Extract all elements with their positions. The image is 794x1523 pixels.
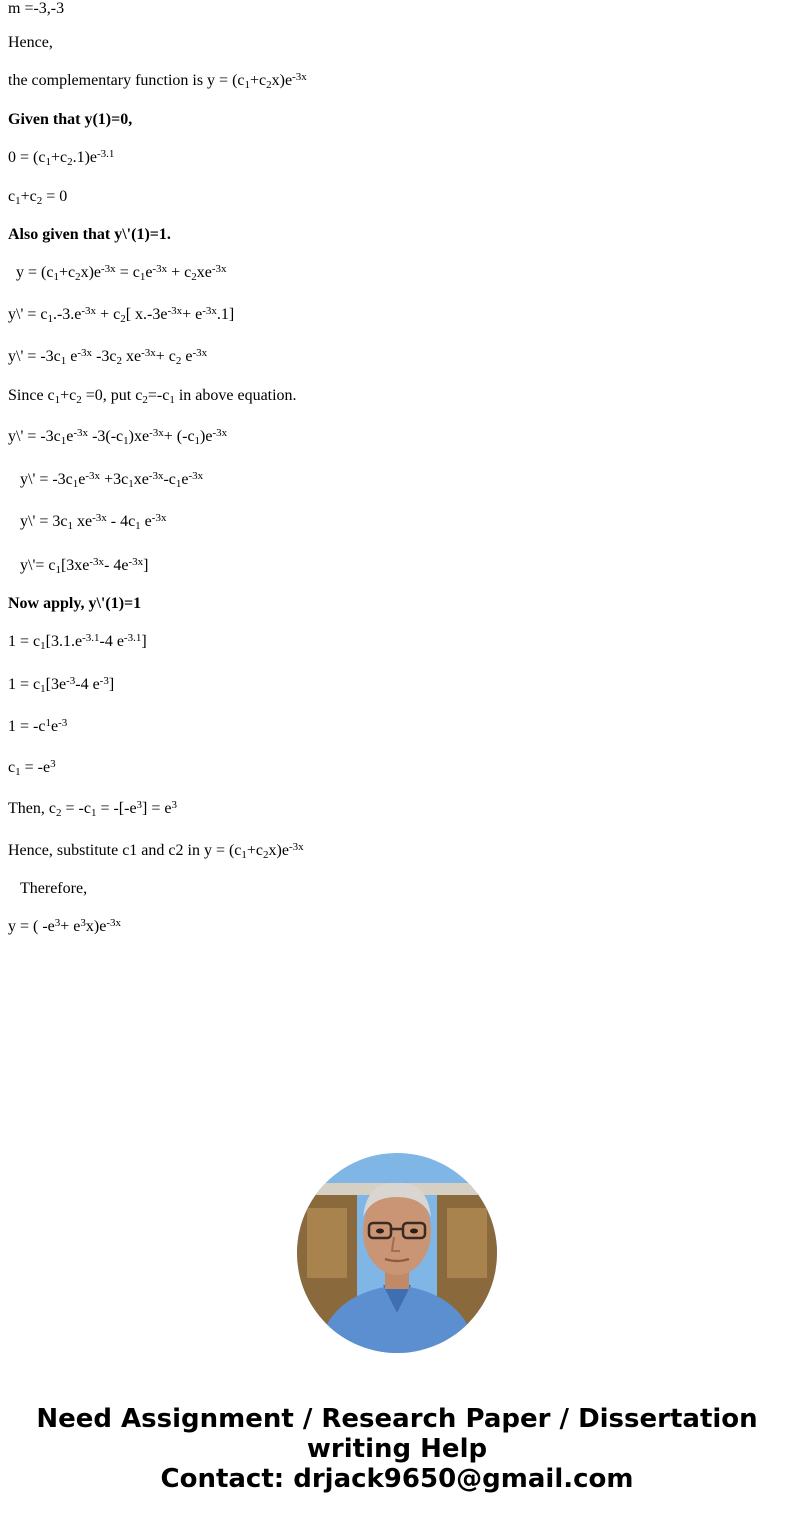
hence-line: Hence, [8, 34, 53, 51]
condition-heading-2: Also given that y\'(1)=1. [8, 226, 171, 243]
substitute-line: Hence, substitute c1 and c2 in $y = (c_1+c_2x)e^{-3x}$ [8, 840, 304, 862]
apply-heading: Now apply, y\'(1)=1 [8, 595, 142, 612]
derivative-line-3: y\' = $-3c_1e^{-3x}$ $-3(-c_1)xe^{-3x}+ (-c_1)e^{-3x}$ [8, 426, 228, 448]
c1-result: $c_1 = -e^3$ [8, 757, 56, 779]
author-avatar [297, 1153, 497, 1353]
apply-line-2: $1 = c_1[3e^{-3}-4$ $e^{-3}$] [8, 674, 115, 696]
promo-contact[interactable]: Contact: drjack9650@gmail.com [160, 1464, 634, 1494]
derivative-line-5: y\' = $3c_1$ $xe^{-3x} - 4c_1$ $e^{-3x}$ [20, 511, 167, 533]
condition-eq-2: $c_1+c_2 = 0$ [8, 188, 68, 208]
expanded-y-line: $y = (c_1+c_2x)e^{-3x} = c_1e^{-3x} + c_2xe^{-3x}$ [16, 262, 227, 284]
complementary-function-line: the complementary function is $y = (c_1+c_2x)e^{-3x}$ [8, 70, 307, 92]
therefore-line: Therefore, [20, 880, 88, 897]
apply-line-3: $1 = -c^1e^{-3}$ [8, 716, 68, 735]
promo-banner [0, 1404, 794, 1494]
promo-line-2: writing Help [306, 1434, 488, 1464]
substitution-note: Since $c_1+c_2 =0$, put $c_2=-c_1$ in above equation. [8, 387, 297, 407]
roots-line: m =-3,-3 [8, 0, 65, 17]
final-solution: y = ( $-e^3+ e^3x)e^{-3x}$ [8, 916, 122, 935]
promo-line-1: Need Assignment / Research Paper / Dissertation [36, 1404, 758, 1434]
derivative-line-1: y\' = $c_1.-3.e^{-3x} + c_2$[ $x.-3e^{-3x}+ e^{-3x}.1$] [8, 304, 235, 326]
c2-result: Then, $c_2 = -c_1 = -[-e^3] = e^3$ [8, 798, 177, 820]
apply-line-1: $1 = c_1[3.1.e^{-3.1}-4$ $e^{-3.1}$] [8, 631, 147, 653]
condition-heading-1: Given that y(1)=0, [8, 111, 133, 128]
condition-eq-1: $0 = (c_1+c_2.1)e^{-3.1}$ [8, 147, 115, 169]
derivative-line-4: y\' = $-3c_1e^{-3x} +3c_1xe^{-3x}-c_1e^{-3x}$ [20, 469, 204, 491]
derivative-line-6: y\'= $c_1[3xe^{-3x}-$ $4e^{-3x}$] [20, 555, 149, 577]
derivative-line-2: y\' = $-3c_1$ $e^{-3x}$ $-3c_2$ $xe^{-3x}+ c_2$ $e^{-3x}$ [8, 346, 208, 368]
